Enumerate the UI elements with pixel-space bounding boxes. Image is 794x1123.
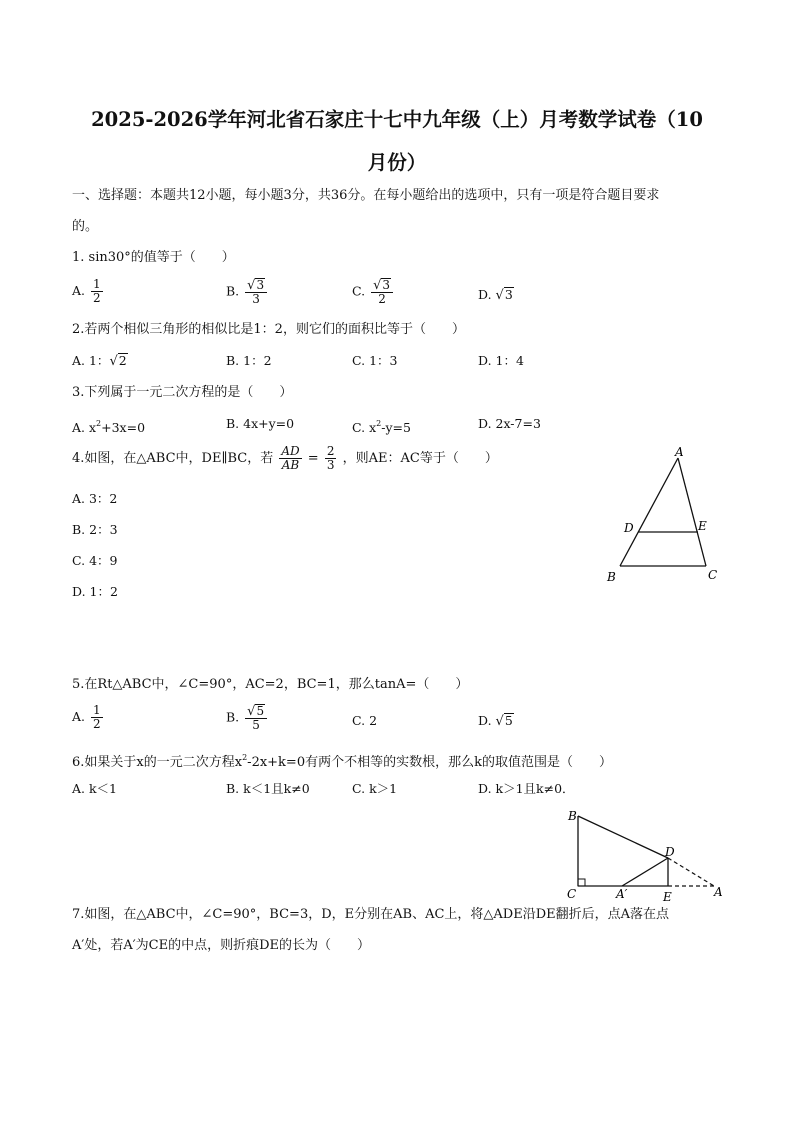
label-e: E	[698, 519, 707, 533]
dashed-segment-da	[668, 858, 714, 886]
question-2-option-a: A. 1：√2	[72, 353, 127, 369]
question-7-stem-line1: 7.如图，在△ABC中，∠C=90°，BC=3，D，E分别在AB、AC上，将△ADE沿DE翻折后，点A落在点	[72, 907, 669, 922]
question-3-option-a: A. $x^2+3x=0$	[72, 419, 146, 435]
question-6-option-a: A. k＜1	[72, 781, 118, 796]
sqrt: √3	[373, 278, 391, 293]
label-d: D	[665, 845, 675, 859]
question-7-fold-figure	[562, 806, 732, 902]
fraction: $\frac{√3}{3}$	[245, 278, 267, 306]
label-b: B	[607, 570, 616, 584]
label-c: C	[708, 568, 718, 582]
question-5-option-c: C. 2	[352, 713, 378, 728]
label-c: C	[567, 887, 577, 901]
question-7-stem-line2: A′处，若A′为CE的中点，则折痕DE的长为（ ）	[72, 938, 371, 953]
question-4-option-c: C. 4：9	[72, 553, 118, 568]
fraction: $\frac{1}{2}$	[93, 277, 101, 305]
question-2-stem: 2.若两个相似三角形的相似比是1：2，则它们的面积比等于（ ）	[72, 322, 465, 337]
sqrt: √3	[247, 278, 265, 293]
label-a-prime: A′	[616, 887, 628, 901]
question-6-stem: 6.如果关于x的一元二次方程$x^2-2x+k=0$有两个不相等的实数根，那么k的取值范围是（ ）	[72, 753, 612, 770]
segment-ab	[620, 458, 678, 566]
label-a: A	[714, 885, 723, 899]
question-5-option-b: B. $\frac{√5}{5}$	[226, 704, 269, 732]
question-5-option-d: D. √5	[478, 713, 513, 729]
section-instructions-line2: 的。	[72, 219, 99, 234]
question-3-option-b: B. 4x+y=0	[226, 416, 295, 431]
question-4-option-a: A. 3：2	[72, 491, 118, 506]
section-instructions-line1: 一、选择题：本题共12小题，每小题3分，共36分。在每小题给出的选项中，只有一项是符合题目要求	[72, 188, 660, 203]
label-a: A	[675, 445, 684, 459]
question-1-stem: 1. sin30°的值等于（ ）	[72, 250, 235, 265]
question-3-option-d: D. 2x-7=3	[478, 416, 541, 431]
question-4-option-b: B. 2：3	[72, 522, 118, 537]
fraction: $\frac{1}{2}$	[93, 703, 101, 731]
question-6-option-c: C. k＞1	[352, 781, 398, 796]
exam-title-line1: 2025-2026学年河北省石家庄十七中九年级（上）月考数学试卷（10	[91, 108, 703, 131]
question-1-option-d: D. √3	[478, 287, 513, 303]
exam-title-line2: 月份）	[367, 151, 427, 174]
question-6-option-d: D. k＞1且k≠0．	[478, 781, 575, 796]
label-b: B	[568, 809, 577, 823]
segment-ac	[678, 458, 706, 566]
question-3-stem: 3.下列属于一元二次方程的是（ ）	[72, 385, 293, 400]
question-4-option-d: D. 1：2	[72, 584, 118, 599]
question-6-option-b: B. k＜1且k≠0	[226, 781, 310, 796]
question-5-option-a: A. $\frac{1}{2}$	[72, 703, 101, 731]
question-3-option-c: C. $x^2-y=5$	[352, 419, 411, 435]
question-2-option-d: D. 1：4	[478, 353, 524, 368]
label-e: E	[663, 890, 672, 902]
right-angle-marker	[578, 879, 585, 886]
label-d: D	[624, 521, 634, 535]
question-4-triangle-figure	[598, 444, 728, 589]
segment-da-prime	[622, 858, 668, 886]
question-1-option-b: B. $\frac{√3}{3}$	[226, 278, 269, 306]
sqrt: √5	[247, 704, 265, 719]
question-1-option-c: C. $\frac{√3}{2}$	[352, 278, 395, 306]
fraction: $\frac{√3}{2}$	[371, 278, 393, 306]
question-1-option-a: A. $\frac{1}{2}$	[72, 277, 101, 305]
sqrt: √3	[495, 287, 513, 303]
fraction-ad-ab: $\frac{AD}{AB}$	[281, 444, 300, 472]
segment-bd	[578, 816, 668, 858]
question-4-stem: 4.如图，在△ABC中，DE∥BC，若 $\frac{AD}{AB}$ = $\frac{2}{3}$ ，则AE：AC等于（ ）	[72, 444, 498, 472]
sqrt: √2	[109, 353, 127, 369]
question-2-option-c: C. 1：3	[352, 353, 398, 368]
fraction: $\frac{√5}{5}$	[245, 704, 267, 732]
fraction-2-3: $\frac{2}{3}$	[326, 444, 335, 472]
question-5-stem: 5.在Rt△ABC中，∠C=90°，AC=2，BC=1，那么tanA=（ ）	[72, 677, 469, 692]
question-2-option-b: B. 1：2	[226, 353, 272, 368]
sqrt: √5	[495, 713, 513, 729]
